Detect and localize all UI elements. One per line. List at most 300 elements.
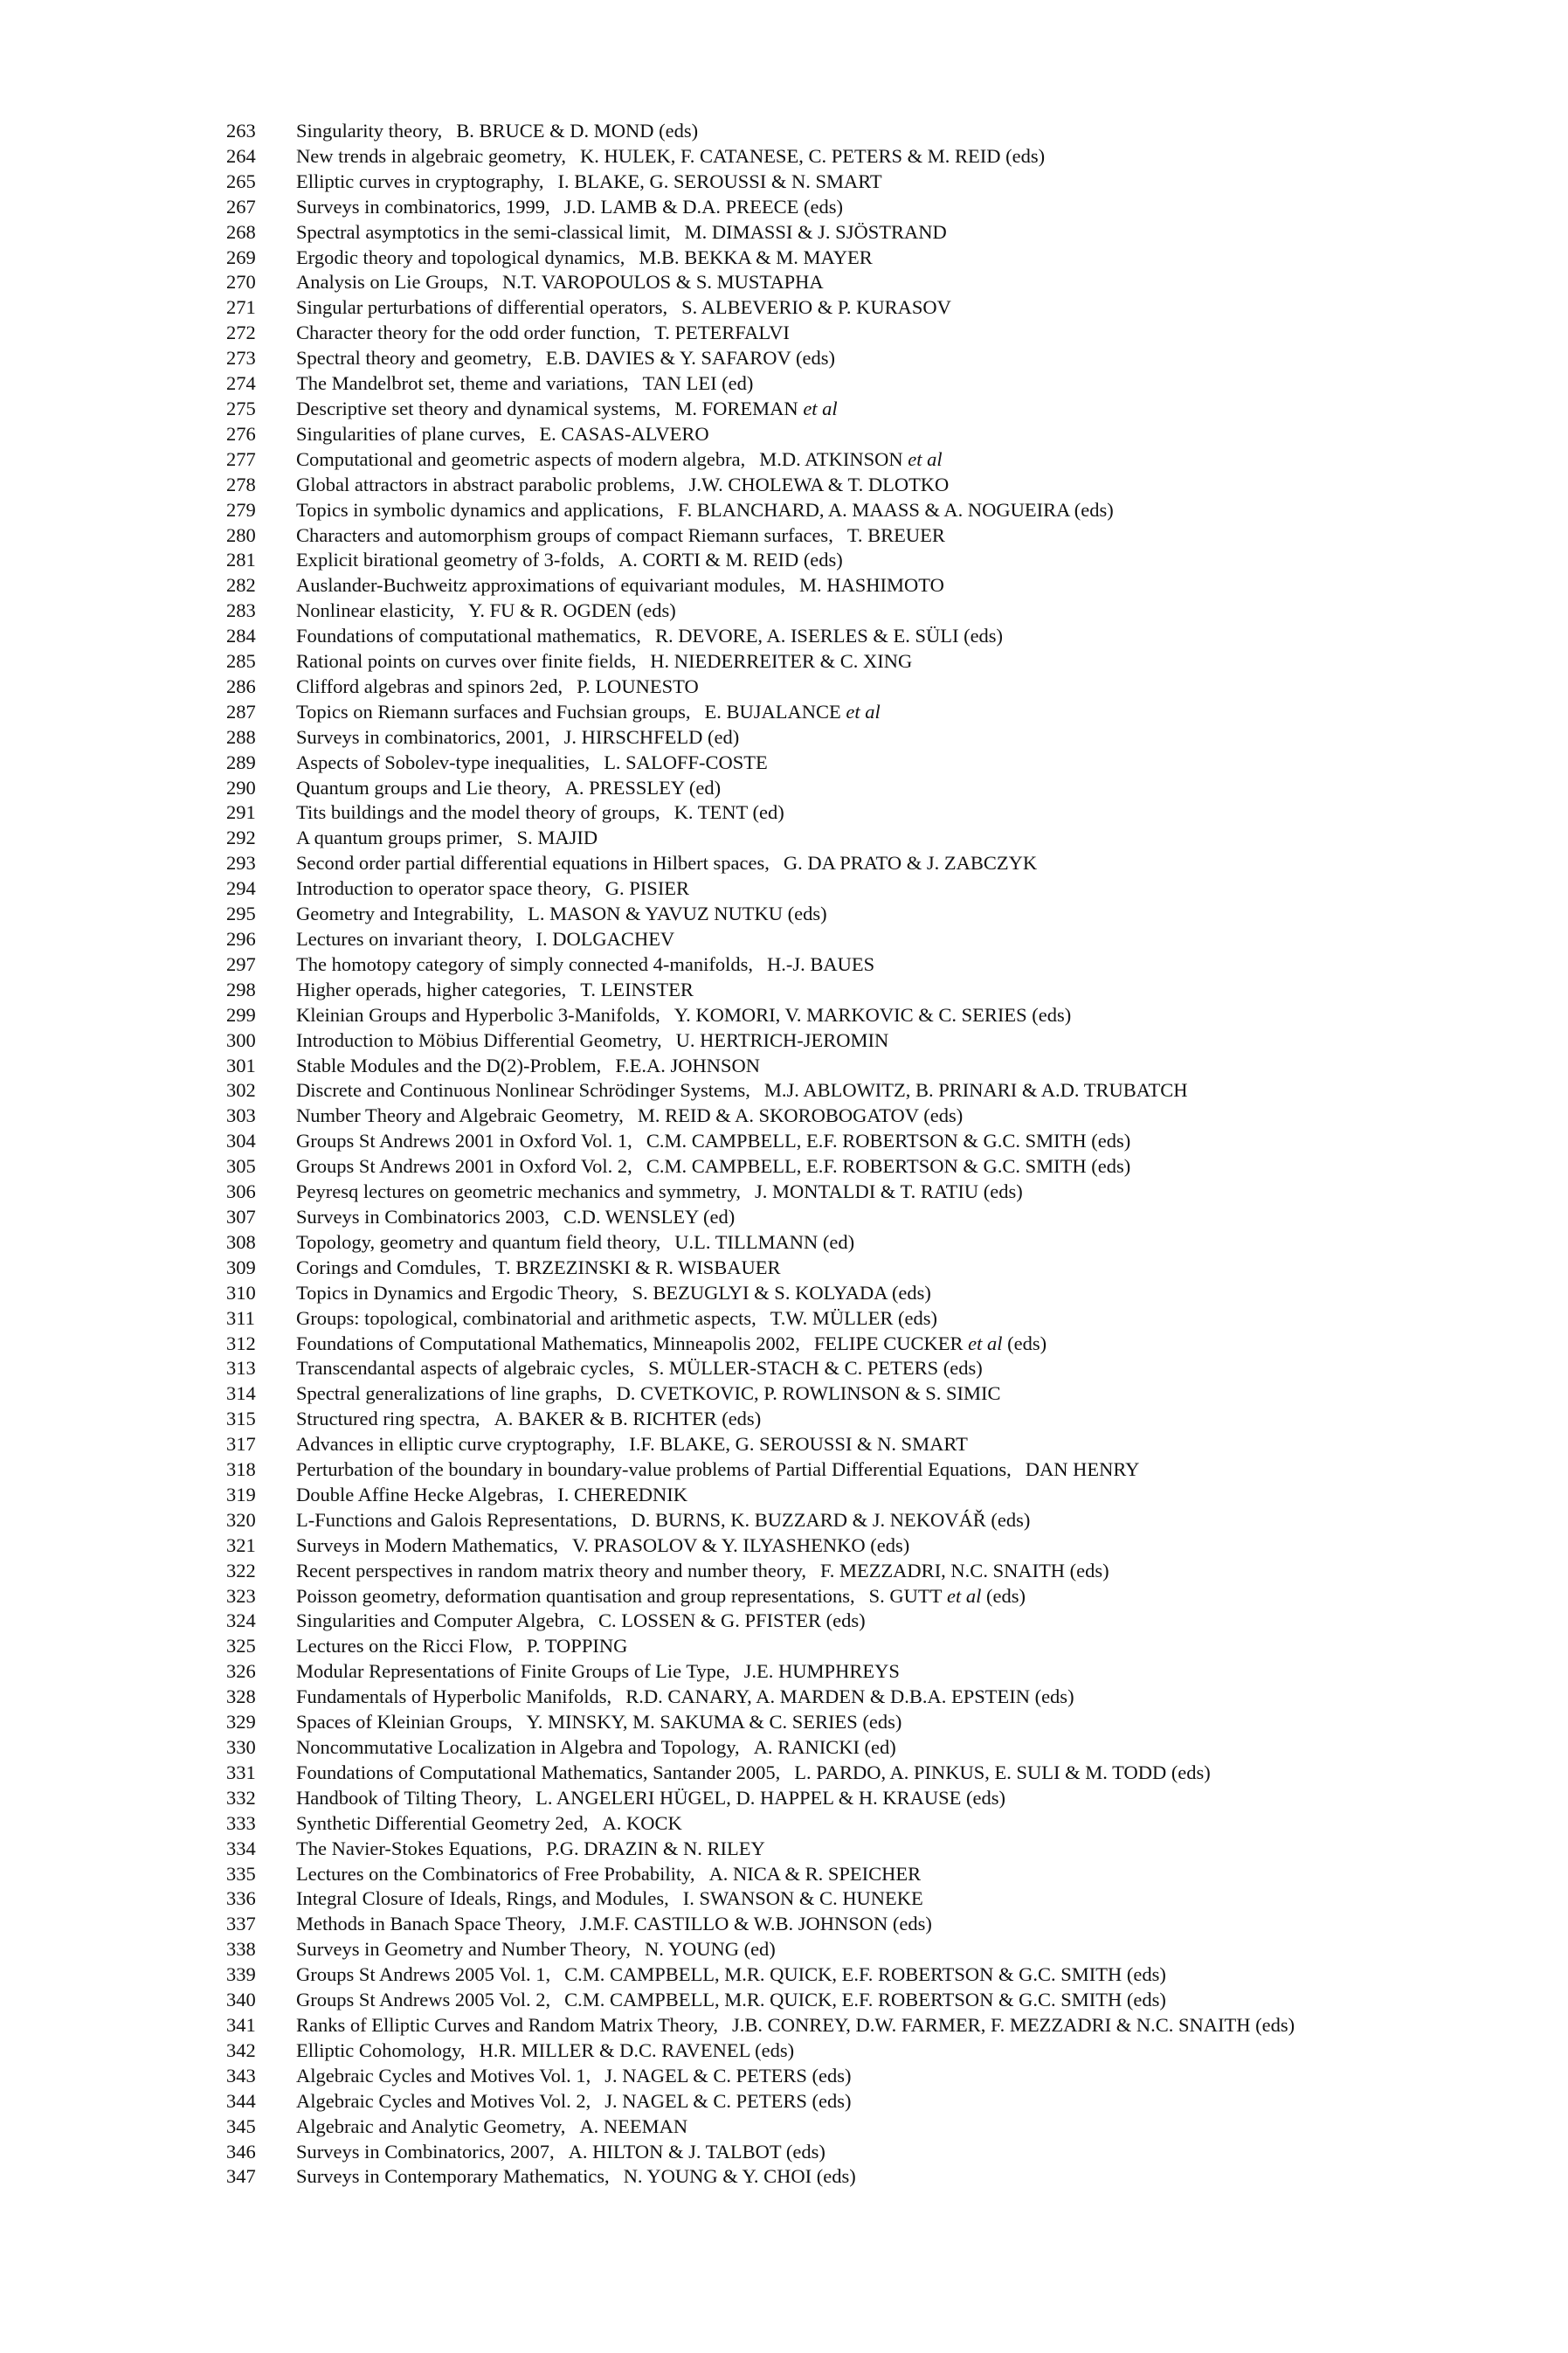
volume-authors: T. PETERFALVI <box>654 322 790 344</box>
volume-number: 347 <box>226 2165 256 2188</box>
volume-number: 323 <box>226 1584 256 1607</box>
volume-title: Foundations of Computational Mathematics, Minneapolis 2002, <box>296 1332 800 1354</box>
volume-authors: T. BRZEZINSKI & R. WISBAUER <box>494 1256 781 1278</box>
volume-title: Second order partial differential equations in Hilbert spaces, <box>296 852 770 875</box>
volume-number: 322 <box>226 1559 256 1581</box>
list-item <box>226 1886 1295 1912</box>
volume-authors: Y. FU & R. OGDEN (eds) <box>467 599 676 622</box>
list-item <box>226 2140 1295 2165</box>
volume-authors: I. BLAKE, G. SEROUSSI & N. SMART <box>557 170 882 192</box>
volume-title: Auslander-Buchweitz approximations of equivariant modules, <box>296 574 786 597</box>
volume-number: 337 <box>226 1913 256 1935</box>
volume-title: Character theory for the odd order function, <box>296 322 641 344</box>
volume-authors: S. GUTT <box>868 1584 943 1607</box>
list-item <box>226 1811 1295 1837</box>
volume-number: 308 <box>226 1230 256 1253</box>
volume-number: 330 <box>226 1736 256 1758</box>
volume-authors: R.D. CANARY, A. MARDEN & D.B.A. EPSTEIN (eds) <box>625 1685 1074 1708</box>
volume-authors: L. PARDO, A. PINKUS, E. SULI & M. TODD (eds) <box>794 1761 1211 1783</box>
volume-number: 291 <box>226 801 256 824</box>
list-item <box>226 1508 1295 1533</box>
volume-authors: E. BUJALANCE <box>704 700 841 723</box>
volume-number: 292 <box>226 827 256 849</box>
volume-authors: N. YOUNG (ed) <box>645 1938 776 1961</box>
volume-number: 285 <box>226 650 256 673</box>
volume-title: Analysis on Lie Groups, <box>296 271 488 294</box>
volume-number: 309 <box>226 1256 256 1278</box>
volume-title: Descriptive set theory and dynamical systems, <box>296 397 661 419</box>
list-item <box>226 1281 1295 1306</box>
list-item <box>226 1483 1295 1508</box>
volume-authors: L. SALOFF-COSTE <box>604 751 768 773</box>
volume-number: 304 <box>226 1130 256 1152</box>
volume-authors: J.M.F. CASTILLO & W.B. JOHNSON (eds) <box>579 1913 932 1935</box>
volume-number: 267 <box>226 195 256 218</box>
volume-authors: C.M. CAMPBELL, M.R. QUICK, E.F. ROBERTSON & G.C. SMITH (eds) <box>564 1989 1166 2011</box>
list-item <box>226 2013 1295 2038</box>
volume-number: 299 <box>226 1003 256 1026</box>
list-item <box>226 826 1295 851</box>
list-item <box>226 1937 1295 1962</box>
volume-title: Noncommutative Localization in Algebra and Topology, <box>296 1736 740 1758</box>
volume-authors: S. BEZUGLYI & S. KOLYADA (eds) <box>632 1281 931 1304</box>
volume-title: Groups St Andrews 2001 in Oxford Vol. 2, <box>296 1155 632 1178</box>
list-item <box>226 1584 1295 1609</box>
volume-title: Kleinian Groups and Hyperbolic 3-Manifolds, <box>296 1003 660 1026</box>
volume-authors: H.-J. BAUES <box>767 952 875 975</box>
volume-authors: C.M. CAMPBELL, E.F. ROBERTSON & G.C. SMITH (eds) <box>646 1155 1131 1178</box>
volume-title: Elliptic curves in cryptography, <box>296 170 544 192</box>
volume-authors: L. ANGELERI HÜGEL, D. HAPPEL & H. KRAUSE (eds) <box>535 1786 1006 1809</box>
volume-title: Foundations of computational mathematics, <box>296 625 641 647</box>
list-item <box>226 447 1295 473</box>
list-item <box>226 978 1295 1003</box>
volume-authors: A. NEEMAN <box>579 2114 688 2137</box>
volume-authors: V. PRASOLOV & Y. ILYASHENKO (eds) <box>571 1533 910 1556</box>
volume-authors: M.D. ATKINSON <box>759 447 903 470</box>
volume-number: 300 <box>226 1028 256 1051</box>
volume-authors: U. HERTRICH-JEROMIN <box>675 1028 889 1051</box>
volume-authors: U.L. TILLMANN (ed) <box>674 1230 855 1253</box>
volume-authors: J.E. HUMPHREYS <box>743 1660 900 1683</box>
volume-title: The homotopy category of simply connected 4-manifolds, <box>296 952 753 975</box>
volume-title: Characters and automorphism groups of compact Riemann surfaces, <box>296 523 833 546</box>
volume-title: Spectral generalizations of line graphs, <box>296 1382 603 1405</box>
volume-title: Groups St Andrews 2005 Vol. 2, <box>296 1989 551 2011</box>
volume-title: Computational and geometric aspects of modern algebra, <box>296 447 746 470</box>
volume-number: 281 <box>226 549 256 571</box>
list-item <box>226 800 1295 826</box>
volume-number: 302 <box>226 1079 256 1102</box>
volume-number: 305 <box>226 1155 256 1178</box>
volume-title: Spectral theory and geometry, <box>296 347 532 370</box>
volume-title: Discrete and Continuous Nonlinear Schrödinger Systems, <box>296 1079 750 1102</box>
volume-title: Foundations of Computational Mathematics, Santander 2005, <box>296 1761 781 1783</box>
list-item <box>226 1407 1295 1432</box>
list-item <box>226 346 1295 371</box>
volume-number: 328 <box>226 1685 256 1708</box>
list-item <box>226 1104 1295 1129</box>
volume-title: Handbook of Tilting Theory, <box>296 1786 522 1809</box>
list-item <box>226 1332 1295 1357</box>
volume-authors: D. CVETKOVIC, P. ROWLINSON & S. SIMIC <box>616 1382 1001 1405</box>
volume-authors: M. DIMASSI & J. SJÖSTRAND <box>684 220 947 243</box>
volume-authors: M.J. ABLOWITZ, B. PRINARI & A.D. TRUBATCH <box>763 1079 1188 1102</box>
volume-authors: DAN HENRY <box>1025 1458 1140 1481</box>
volume-authors: J. NAGEL & C. PETERS (eds) <box>604 2064 852 2087</box>
volume-authors: M. REID & A. SKOROBOGATOV (eds) <box>637 1104 964 1127</box>
list-item <box>226 1028 1295 1054</box>
volume-authors: P. LOUNESTO <box>577 675 699 697</box>
list-item <box>226 902 1295 927</box>
list-item <box>226 1256 1295 1281</box>
volume-number: 320 <box>226 1508 256 1531</box>
list-item <box>226 1735 1295 1761</box>
volume-title: Algebraic Cycles and Motives Vol. 2, <box>296 2089 591 2112</box>
volume-title: Introduction to Möbius Differential Geometry, <box>296 1028 662 1051</box>
volume-authors: TAN LEI (ed) <box>642 372 754 395</box>
volume-title: Singular perturbations of differential operators, <box>296 296 668 319</box>
list-item <box>226 1205 1295 1230</box>
volume-number: 289 <box>226 751 256 773</box>
list-item <box>226 573 1295 599</box>
et-al-label: et al <box>947 1584 982 1607</box>
list-item <box>226 397 1295 422</box>
volume-number: 272 <box>226 322 256 344</box>
volume-number: 293 <box>226 852 256 875</box>
volume-number: 287 <box>226 700 256 723</box>
volume-title: Poisson geometry, deformation quantisation and group representations, <box>296 1584 855 1607</box>
volume-number: 345 <box>226 2114 256 2137</box>
volume-title: Surveys in Modern Mathematics, <box>296 1533 558 1556</box>
volume-title: Singularities of plane curves, <box>296 422 526 445</box>
volume-number: 269 <box>226 246 256 268</box>
list-item <box>226 1154 1295 1180</box>
volume-authors: A. HILTON & J. TALBOT (eds) <box>568 2140 825 2163</box>
volume-authors: P. TOPPING <box>526 1635 628 1657</box>
list-item <box>226 473 1295 498</box>
volume-title: Stable Modules and the D(2)-Problem, <box>296 1054 602 1076</box>
volume-title: Advances in elliptic curve cryptography, <box>296 1433 616 1456</box>
volume-number: 303 <box>226 1104 256 1127</box>
volume-number: 344 <box>226 2089 256 2112</box>
list-item <box>226 927 1295 952</box>
volume-number: 341 <box>226 2013 256 2036</box>
volume-number: 310 <box>226 1281 256 1304</box>
et-al-label: et al <box>908 447 943 470</box>
volume-number: 343 <box>226 2064 256 2087</box>
volume-title: Tits buildings and the model theory of groups, <box>296 801 660 824</box>
volume-title: Spectral asymptotics in the semi-classical limit, <box>296 220 671 243</box>
list-item <box>226 1862 1295 1887</box>
list-item <box>226 119 1295 144</box>
volume-authors: A. BAKER & B. RICHTER (eds) <box>494 1408 762 1430</box>
list-item <box>226 498 1295 523</box>
volume-number: 265 <box>226 170 256 192</box>
volume-title: Double Affine Hecke Algebras, <box>296 1483 544 1505</box>
et-al-label: et al <box>846 700 881 723</box>
list-item <box>226 246 1295 271</box>
editor-suffix: (eds) <box>1007 1332 1047 1354</box>
volume-number: 301 <box>226 1054 256 1076</box>
volume-title: Surveys in combinatorics, 1999, <box>296 195 550 218</box>
volume-title: Topics in Dynamics and Ergodic Theory, <box>296 1281 618 1304</box>
volume-authors: Y. MINSKY, M. SAKUMA & C. SERIES (eds) <box>526 1711 902 1734</box>
volume-title: Modular Representations of Finite Groups of Lie Type, <box>296 1660 730 1683</box>
volume-number: 306 <box>226 1180 256 1203</box>
list-item <box>226 1609 1295 1634</box>
volume-number: 295 <box>226 903 256 925</box>
list-item <box>226 1381 1295 1407</box>
volume-authors: M.B. BEKKA & M. MAYER <box>639 246 873 268</box>
volume-title: Introduction to operator space theory, <box>296 877 591 900</box>
volume-number: 346 <box>226 2140 256 2163</box>
list-item <box>226 1837 1295 1862</box>
volume-authors: I.F. BLAKE, G. SEROUSSI & N. SMART <box>629 1433 968 1456</box>
list-item <box>226 1988 1295 2013</box>
volume-title: Corings and Comdules, <box>296 1256 481 1278</box>
list-item <box>226 422 1295 447</box>
list-item <box>226 548 1295 573</box>
volume-authors: F. BLANCHARD, A. MAASS & A. NOGUEIRA (eds) <box>677 498 1114 521</box>
volume-title: Global attractors in abstract parabolic problems, <box>296 473 675 495</box>
volume-title: Singularity theory, <box>296 120 443 142</box>
volume-title: Groups St Andrews 2005 Vol. 1, <box>296 1963 551 1986</box>
volume-title: Explicit birational geometry of 3-folds, <box>296 549 605 571</box>
volume-number: 336 <box>226 1887 256 1910</box>
volume-authors: A. RANICKI (ed) <box>753 1736 896 1758</box>
volume-title: Groups St Andrews 2001 in Oxford Vol. 1, <box>296 1130 632 1152</box>
volume-number: 274 <box>226 372 256 395</box>
volume-number: 315 <box>226 1408 256 1430</box>
volume-title: Nonlinear elasticity, <box>296 599 454 622</box>
list-item <box>226 1761 1295 1786</box>
volume-authors: M. FOREMAN <box>674 397 798 419</box>
volume-number: 340 <box>226 1989 256 2011</box>
volume-number: 325 <box>226 1635 256 1657</box>
volume-authors: C.M. CAMPBELL, E.F. ROBERTSON & G.C. SMITH (eds) <box>646 1130 1131 1152</box>
list-item <box>226 2114 1295 2140</box>
list-item <box>226 321 1295 346</box>
list-item <box>226 675 1295 700</box>
list-item <box>226 195 1295 220</box>
volume-authors: A. KOCK <box>602 1811 682 1834</box>
list-item <box>226 270 1295 295</box>
volume-number: 335 <box>226 1862 256 1885</box>
volume-authors: R. DEVORE, A. ISERLES & E. SÜLI (eds) <box>654 625 1004 647</box>
volume-number: 332 <box>226 1786 256 1809</box>
volume-authors: P.G. DRAZIN & N. RILEY <box>546 1837 765 1859</box>
volume-authors: L. MASON & YAVUZ NUTKU (eds) <box>528 903 827 925</box>
volume-title: Aspects of Sobolev-type inequalities, <box>296 751 591 773</box>
volume-authors: C.D. WENSLEY (ed) <box>563 1205 736 1228</box>
volume-number: 311 <box>226 1306 255 1329</box>
volume-title: Algebraic Cycles and Motives Vol. 1, <box>296 2064 591 2087</box>
volume-number: 288 <box>226 725 256 748</box>
list-item <box>226 700 1295 725</box>
volume-authors: Y. KOMORI, V. MARKOVIC & C. SERIES (eds) <box>673 1003 1072 1026</box>
volume-authors: F. MEZZADRI, N.C. SNAITH (eds) <box>819 1559 1109 1581</box>
volume-number: 294 <box>226 877 256 900</box>
volume-number: 280 <box>226 523 256 546</box>
volume-authors: K. HULEK, F. CATANESE, C. PETERS & M. REID (eds) <box>580 144 1046 167</box>
volume-authors: A. NICA & R. SPEICHER <box>708 1862 922 1885</box>
volume-title: New trends in algebraic geometry, <box>296 144 567 167</box>
list-item <box>226 876 1295 902</box>
volume-title: Topics on Riemann surfaces and Fuchsian groups, <box>296 700 691 723</box>
list-item <box>226 952 1295 978</box>
volume-number: 298 <box>226 978 256 1000</box>
volume-number: 342 <box>226 2038 256 2061</box>
volume-number: 283 <box>226 599 256 622</box>
volume-number: 275 <box>226 397 256 419</box>
volume-number: 282 <box>226 574 256 597</box>
volume-number: 279 <box>226 498 256 521</box>
editor-suffix: (eds) <box>986 1584 1026 1607</box>
volume-title: Geometry and Integrability, <box>296 903 515 925</box>
volume-title: Lectures on invariant theory, <box>296 928 522 950</box>
volume-number: 268 <box>226 220 256 243</box>
list-item <box>226 2089 1295 2114</box>
list-item <box>226 1710 1295 1735</box>
volume-title: Algebraic and Analytic Geometry, <box>296 2114 566 2137</box>
volume-authors: M. HASHIMOTO <box>799 574 944 597</box>
volume-title: Topics in symbolic dynamics and applications, <box>296 498 664 521</box>
volume-authors: J.B. CONREY, D.W. FARMER, F. MEZZADRI & N.C. SNAITH (eds) <box>732 2013 1295 2036</box>
volume-title: Synthetic Differential Geometry 2ed, <box>296 1811 589 1834</box>
volume-title: Clifford algebras and spinors 2ed, <box>296 675 563 697</box>
volume-title: Methods in Banach Space Theory, <box>296 1913 566 1935</box>
list-item <box>226 1786 1295 1811</box>
volume-authors: S. MAJID <box>516 827 598 849</box>
volume-title: The Navier-Stokes Equations, <box>296 1837 533 1859</box>
volume-title: Higher operads, higher categories, <box>296 978 567 1000</box>
volume-authors: T. BREUER <box>846 523 945 546</box>
list-item <box>226 1634 1295 1659</box>
list-item <box>226 1129 1295 1154</box>
volume-authors: E. CASAS-ALVERO <box>539 422 709 445</box>
volume-number: 329 <box>226 1711 256 1734</box>
list-item <box>226 1230 1295 1256</box>
volume-title: Ranks of Elliptic Curves and Random Matrix Theory, <box>296 2013 719 2036</box>
volume-authors: G. DA PRATO & J. ZABCZYK <box>783 852 1038 875</box>
volume-authors: A. CORTI & M. REID (eds) <box>618 549 843 571</box>
et-al-label: et al <box>968 1332 1003 1354</box>
volume-number: 338 <box>226 1938 256 1961</box>
list-item <box>226 624 1295 649</box>
volume-title: Surveys in combinatorics, 2001, <box>296 725 550 748</box>
volume-title: Surveys in Combinatorics, 2007, <box>296 2140 555 2163</box>
list-item <box>226 1533 1295 1559</box>
volume-title: The Mandelbrot set, theme and variations, <box>296 372 629 395</box>
volume-title: Elliptic Cohomology, <box>296 2038 466 2061</box>
list-item <box>226 1685 1295 1710</box>
volume-title: Integral Closure of Ideals, Rings, and Modules, <box>296 1887 669 1910</box>
volume-title: Quantum groups and Lie theory, <box>296 776 551 799</box>
volume-number: 333 <box>226 1811 256 1834</box>
list-item <box>226 851 1295 876</box>
volume-authors: I. SWANSON & C. HUNEKE <box>682 1887 923 1910</box>
volume-number: 314 <box>226 1382 256 1405</box>
et-al-label: et al <box>803 397 838 419</box>
list-item <box>226 751 1295 776</box>
volume-authors: T.W. MÜLLER (eds) <box>770 1306 937 1329</box>
volume-title: Singularities and Computer Algebra, <box>296 1609 584 1632</box>
volume-title: Recent perspectives in random matrix theory and number theory, <box>296 1559 806 1581</box>
list-item <box>226 1559 1295 1584</box>
list-item <box>226 1912 1295 1937</box>
list-item <box>226 1306 1295 1332</box>
list-item <box>226 1457 1295 1483</box>
volume-title: Rational points on curves over finite fields, <box>296 650 637 673</box>
volume-title: Transcendantal aspects of algebraic cycles, <box>296 1357 635 1380</box>
volume-title: Number Theory and Algebraic Geometry, <box>296 1104 624 1127</box>
volume-authors: J. MONTALDI & T. RATIU (eds) <box>755 1180 1023 1203</box>
volume-authors: A. PRESSLEY (ed) <box>564 776 722 799</box>
list-item <box>226 1432 1295 1457</box>
volume-number: 273 <box>226 347 256 370</box>
volume-number: 290 <box>226 776 256 799</box>
volume-title: Lectures on the Ricci Flow, <box>296 1635 513 1657</box>
volume-authors: S. ALBEVERIO & P. KURASOV <box>681 296 951 319</box>
list-item <box>226 1180 1295 1205</box>
volume-title: Fundamentals of Hyperbolic Manifolds, <box>296 1685 612 1708</box>
volume-authors: E.B. DAVIES & Y. SAFAROV (eds) <box>545 347 835 370</box>
volume-authors: I. DOLGACHEV <box>535 928 675 950</box>
volume-number: 278 <box>226 473 256 495</box>
series-list <box>226 119 1295 2190</box>
volume-number: 297 <box>226 952 256 975</box>
volume-authors: F.E.A. JOHNSON <box>615 1054 761 1076</box>
volume-authors: J. HIRSCHFELD (ed) <box>563 725 740 748</box>
list-item <box>226 371 1295 397</box>
list-item <box>226 220 1295 246</box>
list-item <box>226 144 1295 170</box>
volume-number: 286 <box>226 675 256 697</box>
list-item <box>226 170 1295 195</box>
volume-title: Structured ring spectra, <box>296 1408 480 1430</box>
list-item <box>226 1962 1295 1988</box>
volume-number: 317 <box>226 1433 256 1456</box>
list-item <box>226 1078 1295 1104</box>
volume-number: 307 <box>226 1205 256 1228</box>
volume-number: 324 <box>226 1609 256 1632</box>
volume-title: Ergodic theory and topological dynamics, <box>296 246 625 268</box>
volume-title: Spaces of Kleinian Groups, <box>296 1711 513 1734</box>
volume-authors: K. TENT (ed) <box>673 801 784 824</box>
volume-title: Perturbation of the boundary in boundary-value problems of Partial Differential Equations, <box>296 1458 1012 1481</box>
volume-number: 277 <box>226 447 256 470</box>
volume-authors: C. LOSSEN & G. PFISTER (eds) <box>597 1609 866 1632</box>
volume-number: 331 <box>226 1761 256 1783</box>
volume-number: 312 <box>226 1332 256 1354</box>
volume-authors: J.D. LAMB & D.A. PREECE (eds) <box>563 195 843 218</box>
volume-authors: J. NAGEL & C. PETERS (eds) <box>604 2089 852 2112</box>
volume-number: 271 <box>226 296 256 319</box>
volume-number: 264 <box>226 144 256 167</box>
list-item <box>226 599 1295 624</box>
volume-authors: C.M. CAMPBELL, M.R. QUICK, E.F. ROBERTSON & G.C. SMITH (eds) <box>564 1963 1166 1986</box>
volume-authors: S. MÜLLER-STACH & C. PETERS (eds) <box>648 1357 983 1380</box>
list-item <box>226 2164 1295 2190</box>
volume-title: Surveys in Contemporary Mathematics, <box>296 2165 610 2188</box>
volume-number: 276 <box>226 422 256 445</box>
volume-number: 284 <box>226 625 256 647</box>
volume-title: Groups: topological, combinatorial and arithmetic aspects, <box>296 1306 756 1329</box>
volume-number: 334 <box>226 1837 256 1859</box>
list-item <box>226 295 1295 321</box>
volume-number: 270 <box>226 271 256 294</box>
